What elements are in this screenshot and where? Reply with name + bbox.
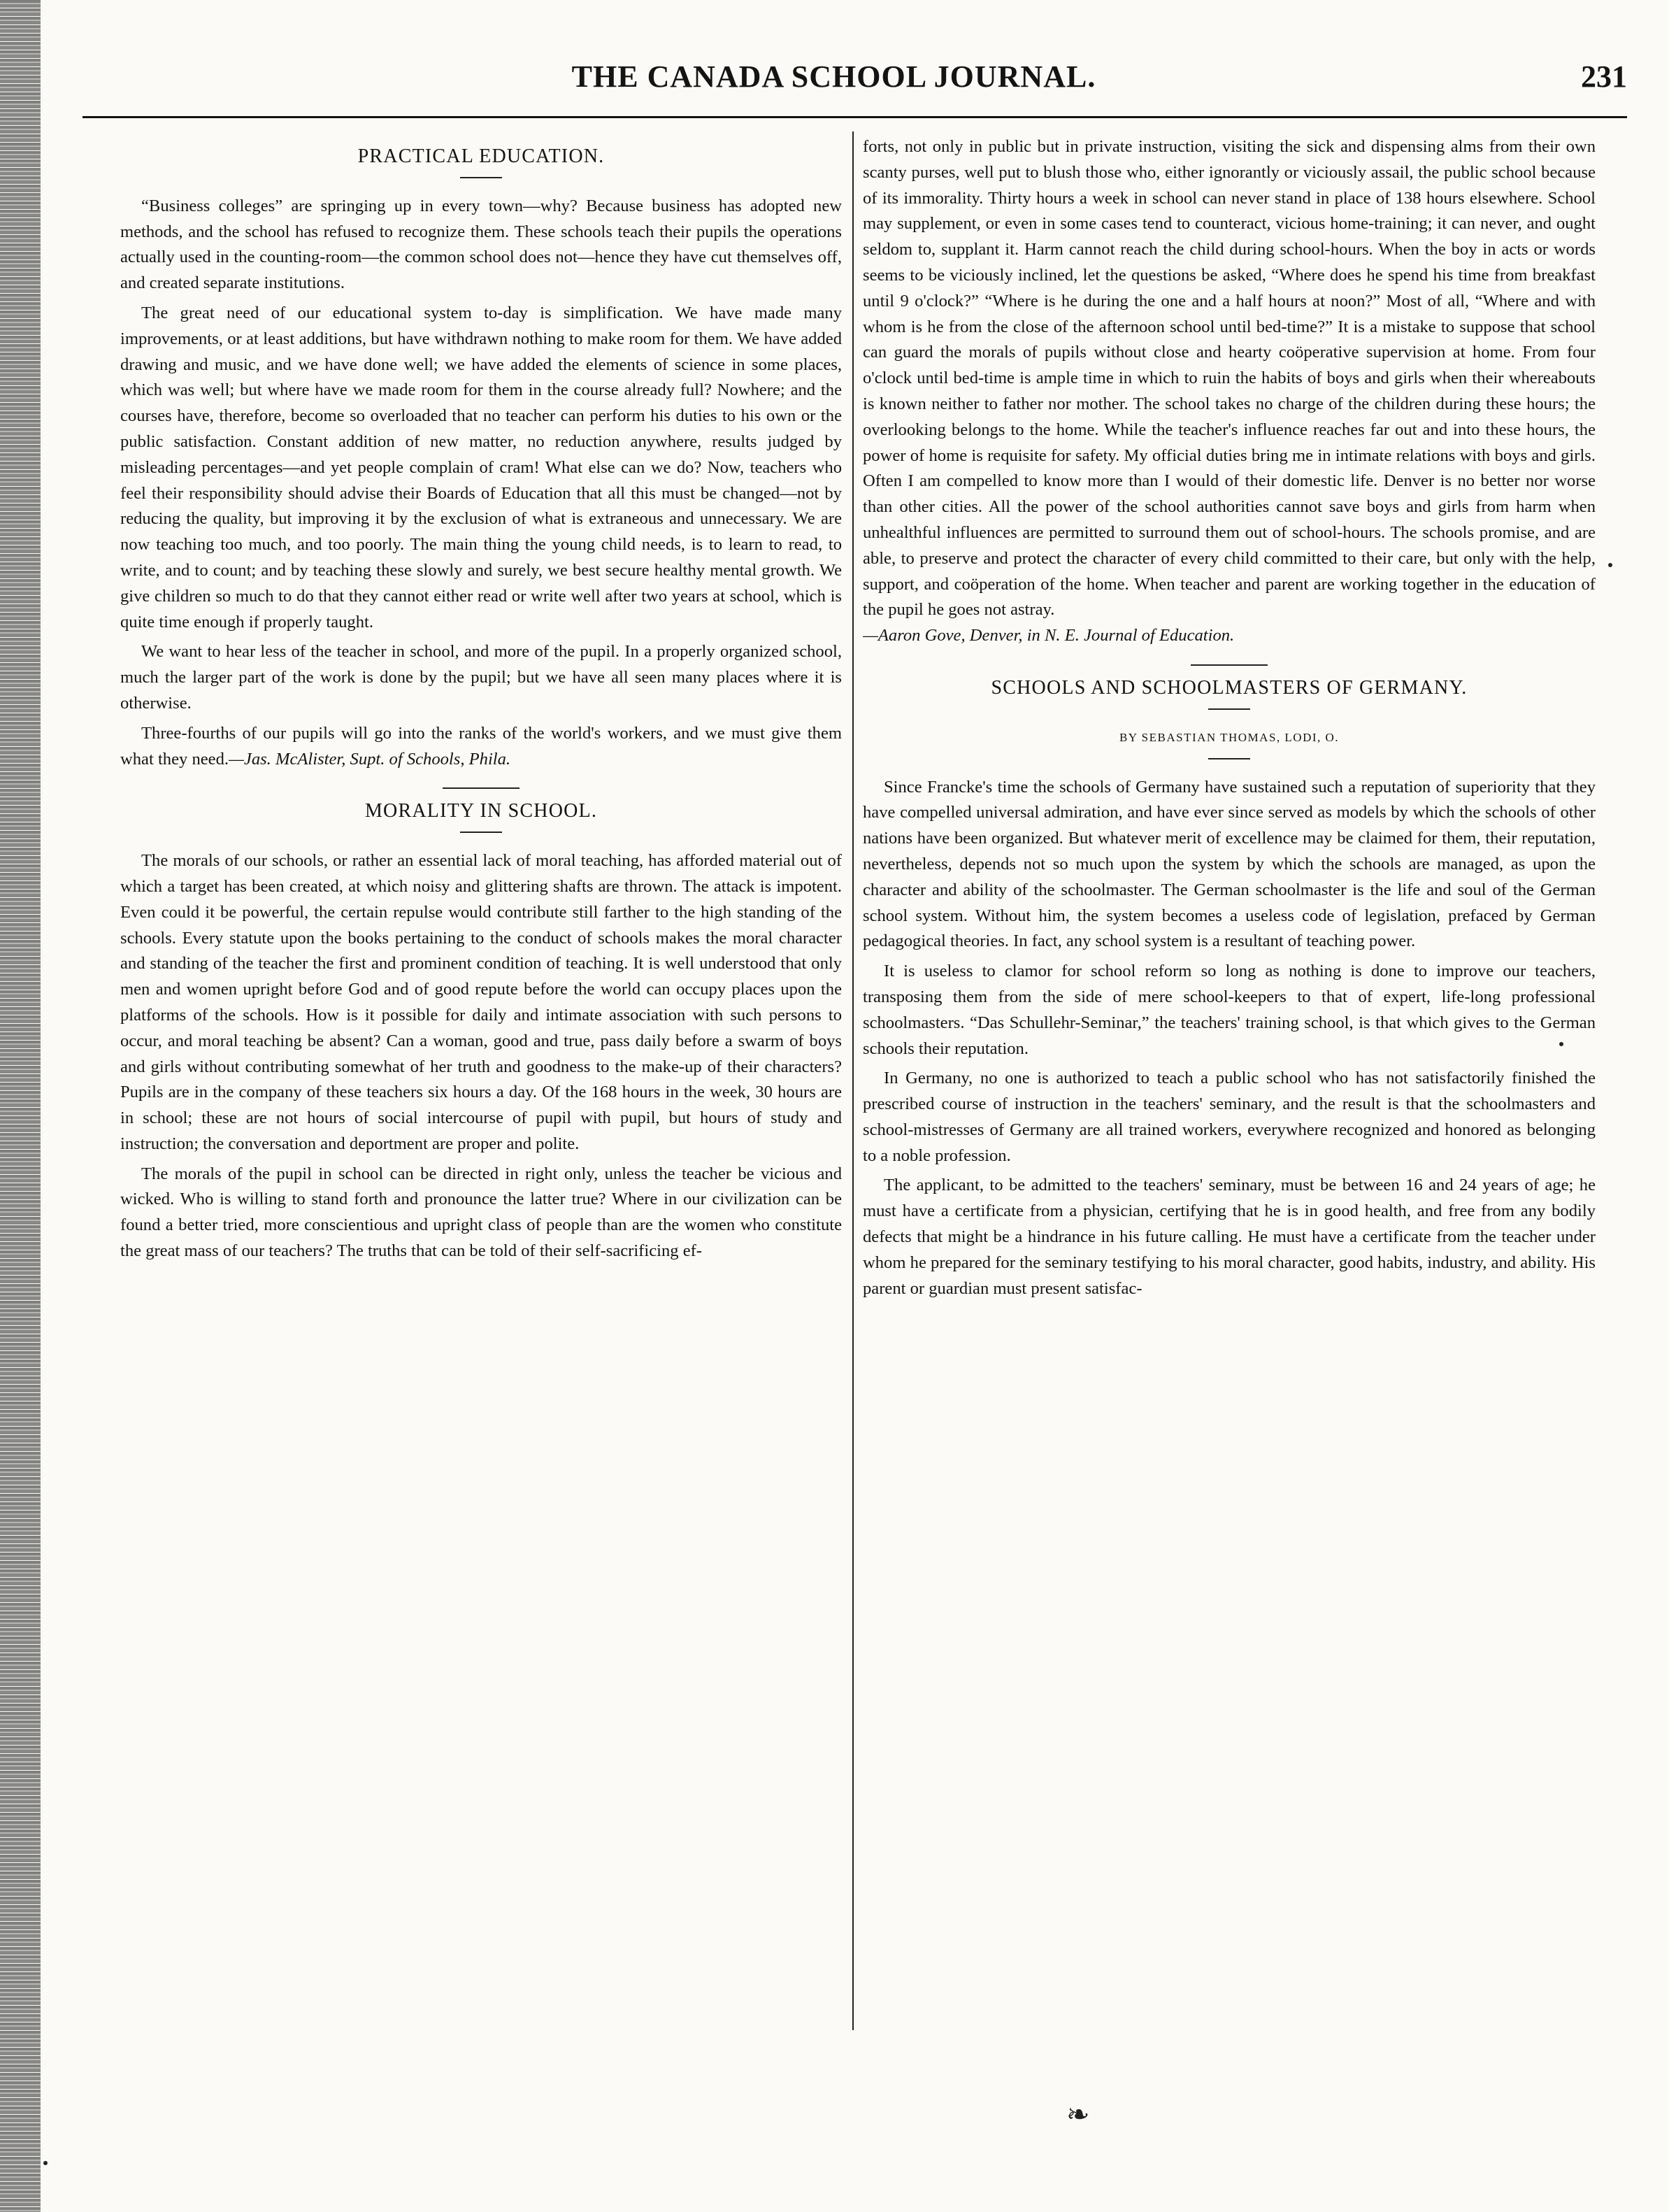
left-column <box>120 134 842 2064</box>
paragraph: Since Francke's time the schools of Germany have sustained such a reputation of superiority that they have compelled universal admiration, and have ever since served as models by which the schools of other nations have been organized. But whatever merit of excellence may be claimed for them, their reputation, nevertheless, depends not so much upon the system by which the schools are managed, as upon the character and ability of the schoolmaster. The German schoolmaster is the life and soul of the German school system. Without him, the system becomes a useless code of legislation, prefaced by German pedagogical theories. In fact, any school system is a resultant of teaching power. <box>863 777 1596 951</box>
scan-speck <box>1559 1042 1563 1046</box>
scan-speck <box>43 2161 48 2165</box>
paragraph: The morals of our schools, or rather an essential lack of moral teaching, has afforded material out of which a target has been created, at which noisy and glittering shafts are thrown. The attack is impotent. Even could it be powerful, the certain repulse would contribute still farther to the high standing of the schools. Every statute upon the books pertaining to the conduct of schools makes the moral character and standing of the teacher the first and prominent condition of teaching. It is well understood that only men and women upright before God and of good repute before the world can occupy places upon the platforms of the schools. How is it possible for daily and intimate association with such persons to occur, and moral teaching be absent? Can a woman, good and true, pass daily before a swarm of boys and girls without contributing somewhat of her truth and goodness to the make-up of their characters? Pupils are in the company of these teachers six hours a day. Of the 168 hours in the week, 30 hours are in school; these are not hours of social intercourse of pupil with pupil, but hours of study and instruction; the conversation and deportment are proper and polite. <box>120 851 842 1153</box>
paragraph-text: Three-fourths of our pupils will go into the ranks of the world's workers, and we must give them what they need. <box>120 723 842 769</box>
journal-title: THE CANADA SCHOOL JOURNAL. <box>571 59 1096 94</box>
paragraph: “Business colleges” are springing up in every town—why? Because business has adopted new methods, and the school has refused to recognize them. These schools teach their pupils the operations actually used in the counting-room—the common school does not—hence they have cut themselves off, and created separate institutions. <box>120 196 842 293</box>
column-divider <box>852 131 854 2030</box>
paragraph: The great need of our educational system to-day is simplification. We have made many improvements, or at least additions, but have withdrawn nothing to make room for them. We have added drawing and music, and we have done well; we have added the elements of science in some places, which was well; but where have we made room for them in the course already full? Nowhere; and the courses have, therefore, become so overloaded that no teacher can perform his duties to his own or the public satisfaction. Constant addition of new matter, no reduction anywhere, results judged by misleading percentages—and yet people complain of cram! What else can we do? Now, teachers who feel their responsibility should advise their Boards of Education that all this must be changed—not by reducing the quality, but improving it by the exclusion of what is extraneous and unnecessary. We are now teaching too much, and too poorly. The main thing the young child needs, is to learn to read, to write, and to count; and by teaching these slowly and surely, we best secure healthy mental growth. We give children so much to do that they cannot either read or write well after two years at school, which is quite time enough if properly taught. <box>120 303 842 632</box>
signature: —Jas. McAlister, Supt. of Schools, Phila. <box>229 749 511 769</box>
section-rule <box>443 787 520 789</box>
page-header <box>41 59 1627 115</box>
byline: BY SEBASTIAN THOMAS, LODI, O. <box>1119 730 1340 744</box>
paragraph: The morals of the pupil in school can be directed in right only, unless the teacher be vicious and wicked. Who is willing to stand forth and pronounce the latter true? Where in our civilization can be found a better tried, more conscientious and upright class of people than are the women who constitute the great mass of our teachers? The truths that can be told of their self-sacrificing ef- <box>120 1164 842 1261</box>
paragraph-text: forts, not only in public but in private instruction, visiting the sick and dispensing alms from their own scanty purses, well put to blush those who, either ignorantly or viciously assail, the public school because of its immorality. Thirty hours a week in school can never stand in place of 138 hours elsewhere. School may supplement, or even in some cases tend to counteract, vicious home-training; it can never, and ought seldom to, supplant it. Harm cannot reach the child during school-hours. When the boy in acts or words seems to be viciously inclined, let the questions be asked, “Where does he spend his time from breakfast until 9 o'clock?” “Where is he during the one and a half hours at noon?” Most of all, “Where and with whom is he from the close of the afternoon school until bed-time?” It is a mistake to suppose that school can guard the morals of pupils without close and hearty coöperative supervision at home. From four o'clock until bed-time is ample time in which to ruin the habits of boys and girls when their whereabouts is known neither to father nor mother. The school takes no charge of the children during these hours; the overlooking belongs to the home. While the teacher's influence reaches far out and into these hours, the power of home is requisite for safety. My official duties bring me in intimate relations with boys and girls. Often I am compelled to know more than I would of their domestic life. Denver is no better nor worse than other cities. All the power of the school authorities cannot save boys and girls from harm when unhealthful influences are permitted to surround them out of school-hours. The schools promise, and are able, to preserve and protect the character of every child committed to their care, but only with the help, support, and coöperation of the home. When teacher and parent are working together in the education of the pupil he goes not astray. <box>863 137 1596 620</box>
article-morality-in-school <box>120 799 842 1264</box>
signature: —Aaron Gove, Denver, in N. E. Journal of Education. <box>863 626 1235 645</box>
article-practical-education <box>120 144 842 772</box>
paragraph <box>120 721 842 773</box>
article-title: PRACTICAL EDUCATION. <box>357 145 605 167</box>
paragraph: It is useless to clamor for school reform so long as nothing is done to improve our teachers, transposing them from the side of mere school-keepers to that of expert, life-long professional schoolmasters. “Das Schullehr-Seminar,” the teachers' training school, is that which gives to the German schools their reputation. <box>863 962 1596 1058</box>
byline-rule <box>1208 758 1250 759</box>
paragraph: The applicant, to be admitted to the teachers' seminary, must be between 16 and 24 years of age; he must have a certificate from a physician, certifying that he is in good health, and free from any bodily defects that might be a hindrance in his future calling. He must have a certificate from the teacher under whom he prepared for the seminary testifying to his moral character, good habits, industry, and ability. His parent or guardian must present satisfac- <box>863 1176 1596 1298</box>
scan-speck <box>1608 563 1612 567</box>
section-rule <box>1191 664 1268 666</box>
header-rule <box>83 116 1627 118</box>
right-column <box>863 134 1596 2064</box>
footer-ornament: ❧ <box>1066 2099 1090 2130</box>
article-schools-of-germany <box>863 676 1596 1302</box>
paragraph: In Germany, no one is authorized to teach a public school who has not satisfactorily finished the prescribed course of instruction in the teachers' seminary, and the result is that the schoolmasters and school-mistresses of Germany are all trained workers, everywhere recognized and honored as belonging to a noble profession. <box>863 1069 1596 1165</box>
paragraph: We want to hear less of the teacher in school, and more of the pupil. In a properly organized school, much the larger part of the work is done by the pupil; but we have all seen many places where it is otherwise. <box>120 642 842 713</box>
title-rule <box>460 832 502 833</box>
article-title: MORALITY IN SCHOOL. <box>364 800 598 822</box>
article-title: SCHOOLS AND SCHOOLMASTERS OF GERMANY. <box>991 676 1468 699</box>
scan-edge <box>0 0 41 2212</box>
paragraph-continued <box>863 134 1596 649</box>
title-rule <box>460 177 502 178</box>
page-number: 231 <box>1581 59 1627 94</box>
title-rule <box>1208 708 1250 710</box>
